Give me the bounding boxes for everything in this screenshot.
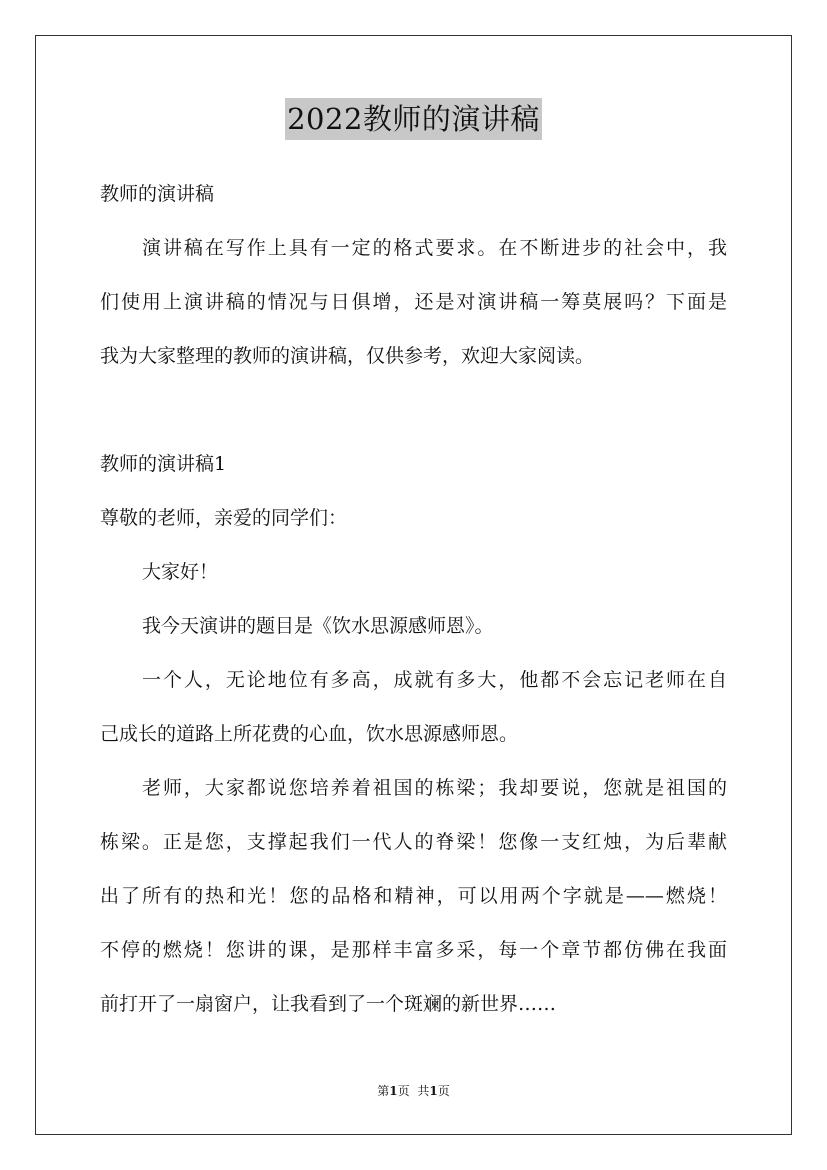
heading-speech-1: 教师的演讲稿1 bbox=[100, 453, 227, 475]
paragraph-line: 出了所有的热和光！您的品格和精神，可以用两个字就是——燃烧！ bbox=[100, 885, 727, 907]
paragraph-line: 老师，大家都说您培养着祖国的栋梁；我却要说，您就是祖国的 bbox=[142, 777, 727, 799]
topic-line: 我今天演讲的题目是《饮水思源感师恩》。 bbox=[142, 615, 494, 637]
salutation: 尊敬的老师，亲爱的同学们： bbox=[100, 507, 348, 529]
paragraph-line: 们使用上演讲稿的情况与日俱增，还是对演讲稿一筹莫展吗？下面是 bbox=[100, 291, 727, 313]
paragraph-line: 我为大家整理的教师的演讲稿，仅供参考，欢迎大家阅读。 bbox=[100, 345, 595, 367]
heading-speech: 教师的演讲稿 bbox=[100, 183, 215, 205]
document-title: 2022教师的演讲稿 bbox=[285, 98, 542, 140]
paragraph-line: 一个人，无论地位有多高，成就有多大，他都不会忘记老师在自 bbox=[142, 669, 727, 691]
paragraph-line: 前打开了一扇窗户，让我看到了一个斑斓的新世界…… bbox=[100, 993, 557, 1015]
footer-total-prefix: 共 bbox=[417, 1084, 430, 1098]
footer-page-current: 1 bbox=[389, 1084, 398, 1098]
greeting: 大家好！ bbox=[142, 561, 219, 583]
paragraph-line: 演讲稿在写作上具有一定的格式要求。在不断进步的社会中，我 bbox=[142, 237, 727, 259]
footer-page-unit: 页 bbox=[397, 1084, 410, 1098]
paragraph-line: 栋梁。正是您，支撑起我们一代人的脊梁！您像一支红烛，为后辈献 bbox=[100, 831, 727, 853]
footer-page-total: 1 bbox=[429, 1084, 438, 1098]
paragraph-line: 己成长的道路上所花费的心血，饮水思源感师恩。 bbox=[100, 723, 519, 745]
footer-total-unit: 页 bbox=[437, 1084, 450, 1098]
footer-page-prefix: 第 bbox=[377, 1084, 390, 1098]
paragraph-line: 不停的燃烧！您讲的课，是那样丰富多采，每一个章节都仿佛在我面 bbox=[100, 939, 727, 961]
page-footer bbox=[0, 1082, 827, 1100]
title-container bbox=[0, 98, 827, 140]
